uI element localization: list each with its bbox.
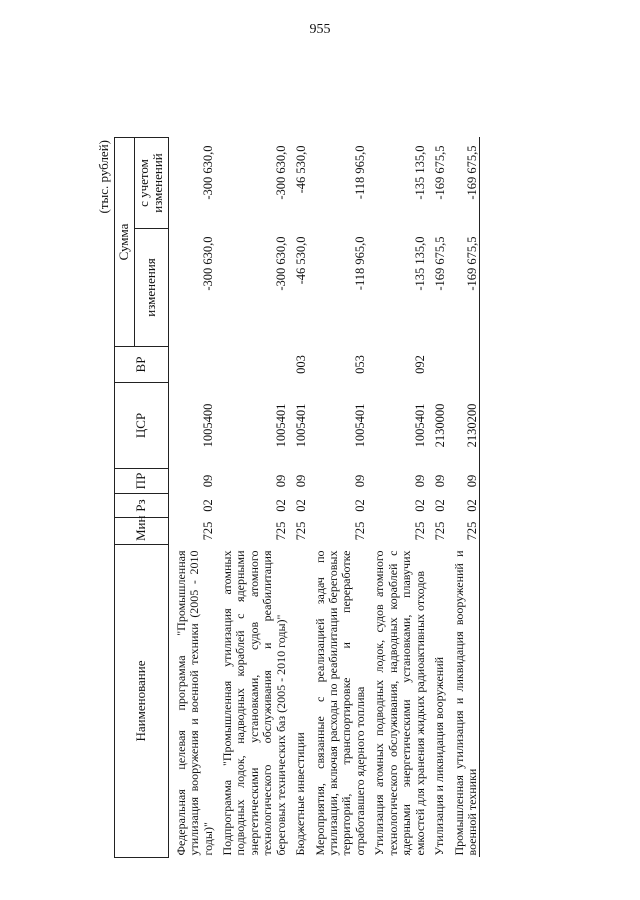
- table-row: [427, 138, 446, 858]
- row-vr: 092: [413, 355, 428, 374]
- row-change: -300 630,0: [274, 236, 289, 291]
- row-rz: 02: [353, 499, 368, 512]
- row-pr: 09: [432, 474, 447, 488]
- header-csr: ЦСР: [115, 383, 169, 469]
- row-rz: 02: [413, 499, 428, 512]
- table-row: [367, 138, 427, 858]
- row-rz: 02: [293, 499, 308, 512]
- row-min: 725: [200, 521, 215, 541]
- row-vr: [447, 347, 480, 383]
- row-csr: 2130000: [432, 403, 447, 448]
- row-min: 725: [447, 518, 480, 545]
- row-with-change: -169 675,5: [447, 138, 480, 229]
- row-with-change: -300 630,0: [274, 145, 289, 200]
- row-change: -118 965,0: [353, 236, 368, 291]
- header-min: Мин: [115, 518, 169, 545]
- units-label: (тыс. рублей): [96, 140, 111, 214]
- row-with-change: -169 675,5: [432, 145, 447, 200]
- row-vr: [427, 347, 446, 383]
- row-min: 725: [413, 521, 428, 541]
- row-name: Утилизация и ликвидация вооружений: [432, 656, 447, 856]
- header-pr: ПР: [115, 469, 169, 494]
- header-vr: ВР: [115, 347, 169, 383]
- table-row: [288, 138, 307, 858]
- row-min: 725: [432, 521, 447, 541]
- row-rz: 02: [274, 499, 289, 512]
- row-rz: 02: [200, 499, 215, 512]
- row-name: Бюджетные инвестиции: [293, 732, 308, 856]
- row-rz: 02: [432, 499, 447, 512]
- row-name: Утилизация атомных подводных лодок, судов атомного технологического обслуживания, надводных кораблей с ядерными энергетическими установками, плавучих емкостей для хранения жидких радиоактивных отходов: [372, 550, 427, 856]
- row-name: Мероприятия, связанные с реализацией задач по утилизации, включая расходы по реабилитации береговых территорий, транспортировке и переработке отработавшего ядерного топлива: [312, 550, 367, 856]
- row-name: Промышленная утилизация и ликвидация вооружений и военной техники: [447, 545, 480, 858]
- table-row: [168, 138, 215, 858]
- row-csr: 2130200: [447, 383, 480, 469]
- row-with-change: -135 135,0: [413, 145, 428, 200]
- row-change: -46 530,0: [293, 236, 308, 285]
- row-min: 725: [293, 521, 308, 541]
- row-pr: 09: [413, 474, 428, 488]
- row-change: -169 675,5: [447, 229, 480, 347]
- row-name: Подпрограмма "Промышленная утилизация атомных подводных лодок, надводных кораблей с ядерными энергетическими установками, судов атомного технологического обслуживания и реабилитация береговых технических баз (2005 - 2010 годы)": [219, 550, 288, 856]
- row-with-change: -46 530,0: [293, 145, 308, 194]
- row-pr: 09: [293, 474, 308, 488]
- row-pr: 09: [353, 474, 368, 488]
- header-sum: Сумма: [115, 138, 135, 347]
- row-pr: 09: [200, 474, 215, 488]
- header-change: изменения: [134, 229, 168, 347]
- header-row: [115, 138, 135, 858]
- row-vr: [168, 347, 215, 383]
- row-min: 725: [353, 521, 368, 541]
- header-rz: Рз: [115, 494, 169, 518]
- row-rz: 02: [447, 494, 480, 518]
- row-change: -169 675,5: [432, 236, 447, 291]
- row-csr: 1005401: [353, 403, 368, 448]
- row-pr: 09: [274, 474, 289, 488]
- row-vr: 003: [293, 355, 308, 374]
- row-csr: 1005401: [413, 403, 428, 448]
- row-change: -300 630,0: [200, 236, 215, 291]
- row-csr: 1005401: [293, 403, 308, 448]
- table-row: [215, 138, 288, 858]
- row-csr: 1005400: [200, 403, 215, 448]
- row-csr: 1005401: [274, 403, 289, 448]
- table-row: [308, 138, 368, 858]
- row-vr: [215, 347, 288, 383]
- row-pr: 09: [447, 469, 480, 494]
- budget-table: [114, 137, 480, 858]
- row-min: 725: [274, 521, 289, 541]
- header-name: Наименование: [115, 545, 169, 858]
- header-with-change: с учетом изменений: [134, 138, 168, 229]
- row-change: -135 135,0: [413, 236, 428, 291]
- row-vr: 053: [353, 355, 368, 374]
- table-row: [447, 138, 480, 858]
- row-with-change: -118 965,0: [353, 145, 368, 200]
- page-number: 955: [309, 22, 331, 37]
- rotated-table-block: [96, 136, 540, 858]
- row-name: Федеральная целевая программа "Промышленная утилизация вооружения и военной техники (2005 - 2010 годы)": [173, 550, 215, 856]
- row-with-change: -300 630,0: [200, 145, 215, 200]
